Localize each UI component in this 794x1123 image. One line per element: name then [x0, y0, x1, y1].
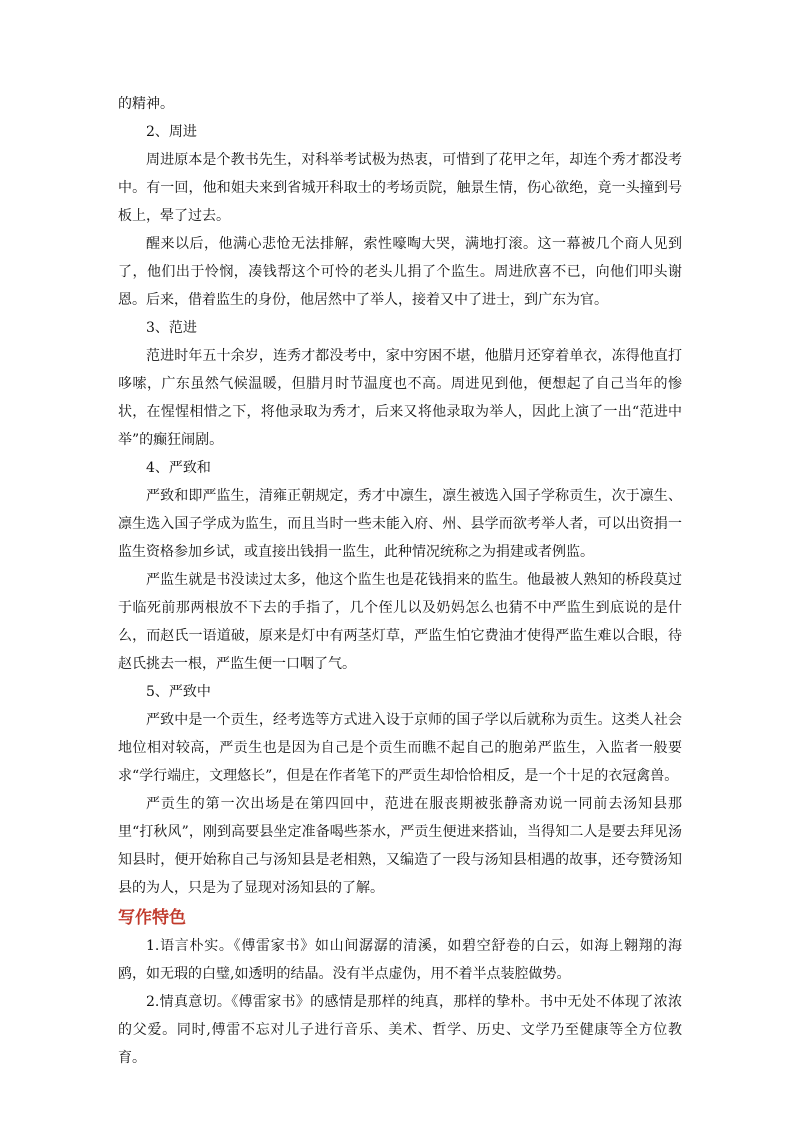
- paragraph: 1.语言朴实。《傅雷家书》如山间潺潺的清溪，如碧空舒卷的白云，如海上翱翔的海鸥，如无瑕的白璧,如透明的结晶。没有半点虚伪，用不着半点装腔做势。: [118, 938, 682, 982]
- paragraph: 严贡生的第一次出场是在第四回中，范进在服丧期被张静斋劝说一同前去汤知县那里“打秋风”，刚到高要县坐定准备喝些茶水，严贡生便进来搭讪，当得知二人是要去拜见汤知县时，便开始称自己与汤知县是老相熟，又编造了一段与汤知县相遇的故事，还夸赞汤知县的为人，只是为了显现对汤知县的了解。: [118, 796, 682, 896]
- paragraph: 醒来以后，他满心悲怆无法排解，索性嚎啕大哭，满地打滚。这一幕被几个商人见到了，他们出于怜悯，凑钱帮这个可怜的老头儿捐了个监生。周进欣喜不已，向他们叩头谢恩。后来，借着监生的身份，他居然中了举人，接着又中了进士，到广东为官。: [118, 236, 682, 308]
- paragraph: 严致中是一个贡生，经考选等方式进入设于京师的国子学以后就称为贡生。这类人社会地位相对较高，严贡生也是因为自己是个贡生而瞧不起自己的胞弟严监生，入监者一般要求“学行端庄，文理悠长”，但是在作者笔下的严贡生却恰恰相反，是一个十足的衣冠禽兽。: [118, 712, 682, 784]
- document-page: [118, 90, 682, 1072]
- paragraph: 2.情真意切。《傅雷家书》的感情是那样的纯真，那样的挚朴。书中无处不体现了浓浓的父爱。同时,傅雷不忘对儿子进行音乐、美术、哲学、历史、文学乃至健康等全方位教育。: [118, 994, 682, 1066]
- body-text-top: [118, 90, 682, 902]
- section-heading-writing-features: 写作特色: [118, 908, 186, 928]
- paragraph: 范进时年五十余岁，连秀才都没考中，家中穷困不堪，他腊月还穿着单衣，冻得他直打哆嗦，广东虽然气候温暖，但腊月时节温度也不高。周进见到他，便想起了自己当年的惨状，在惺惺相惜之下，将他录取为秀才，后来又将他录取为举人，因此上演了一出“范进中举”的癫狂闹剧。: [118, 348, 682, 448]
- paragraph: 5、严致中: [146, 684, 211, 700]
- paragraph: 严致和即严监生，清雍正朝规定，秀才中凛生，凛生被选入国子学称贡生，次于凛生、凛生选入国子学成为监生，而且当时一些未能入府、州、县学而欲考举人者，可以出资捐一监生资格参加乡试，或直接出钱捐一监生，此种情况统称之为捐建或者例监。: [118, 488, 682, 560]
- paragraph: 4、严致和: [146, 460, 211, 476]
- paragraph: 的精神。: [118, 96, 174, 112]
- body-text-bottom: [118, 932, 682, 1072]
- paragraph: 2、周进: [146, 124, 197, 140]
- paragraph: 周进原本是个教书先生，对科举考试极为热衷，可惜到了花甲之年，却连个秀才都没考中。有一回，他和姐夫来到省城开科取士的考场贡院，触景生情，伤心欲绝，竟一头撞到号板上，晕了过去。: [118, 152, 682, 224]
- paragraph: 严监生就是书没读过太多，他这个监生也是花钱捐来的监生。他最被人熟知的桥段莫过于临死前那两根放不下去的手指了，几个侄儿以及奶妈怎么也猜不中严监生到底说的是什么，而赵氏一语道破，原来是灯中有两茎灯草，严监生怕它费油才使得严监生难以合眼，待赵氏挑去一根，严监生便一口咽了气。: [118, 572, 682, 672]
- paragraph: 3、范进: [146, 320, 197, 336]
